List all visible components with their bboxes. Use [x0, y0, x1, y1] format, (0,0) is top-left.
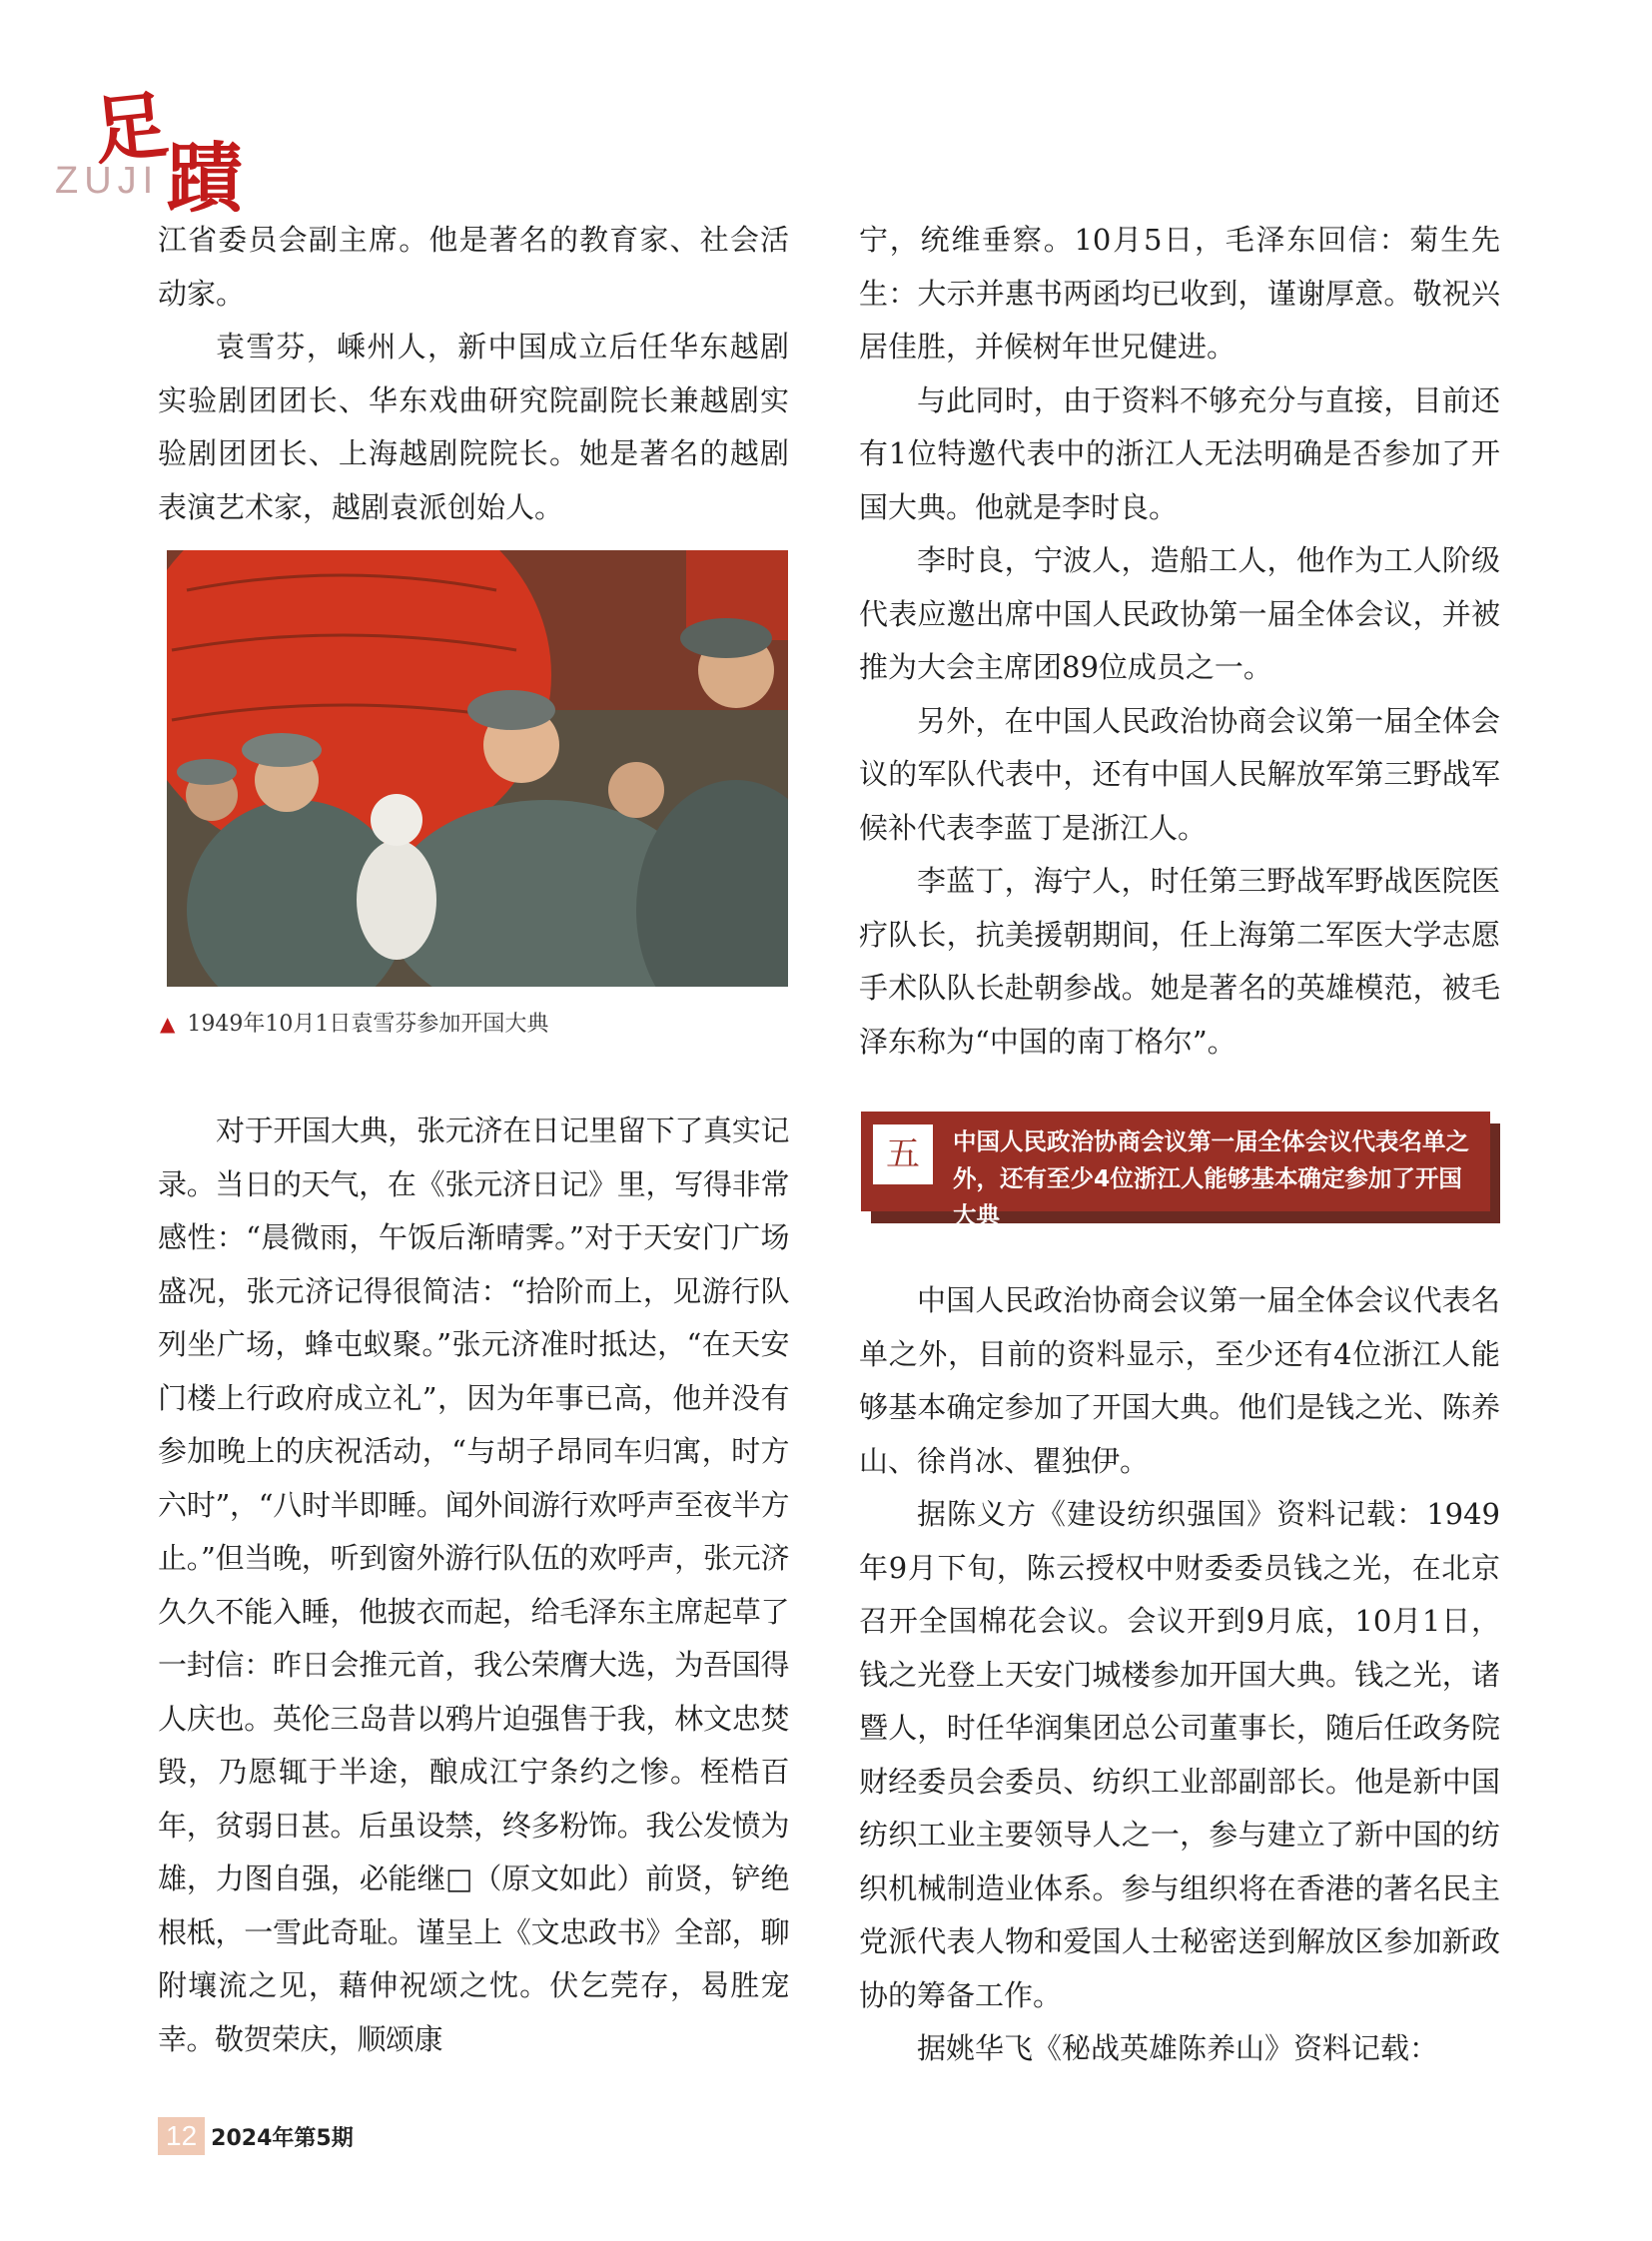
paragraph: 对于开国大典，张元济在日记里留下了真实记录。当日的天气，在《张元济日记》里，写得非常感性：“晨微雨，午饭后渐晴霁。”对于天安门广场盛况，张元济记得很简洁：“拾阶而上，见游行队列坐广场，蜂屯蚁聚。”张元济准时抵达，“在天安门楼上行政府成立礼”，因为年事已高，他并没有参加晚上的庆祝活动，“与胡子昂同车归寓，时方六时”，“八时半即睡。闻外间游行欢呼声至夜半方止。”但当晚，听到窗外游行队伍的欢呼声，张元济久久不能入睡，他披衣而起，给毛泽东主席起草了一封信：昨日会推元首，我公荣膺大选，为吾国得人庆也。英伦三岛昔以鸦片迫强售于我，林文忠焚毁，乃愿辄于半途，酿成江宁条约之惨。桎梏百年，贫弱日甚。后虽设禁，终多粉饰。我公发愤为雄，力图自强，必能继□（原文如此）前贤，铲绝根柢，一雪此奇耻。谨呈上《文忠政书》全部，聊附壤流之见，藉伸祝颂之忱。伏乞莞存，曷胜宠幸。敬贺荣庆，顺颂康 [158, 1114, 789, 2056]
photo-illustration [167, 550, 788, 987]
page-number: 12 [158, 2117, 205, 2155]
masthead-char-2: 蹟 [167, 134, 243, 223]
paragraph: 据陈义方《建设纺织强国》资料记载：1949年9月下旬，陈云授权中财委委员钱之光，在北京召开全国棉花会议。会议开到9月底，10月1日，钱之光登上天安门城楼参加开国大典。钱之光，诸暨人，时任华润集团总公司董事长，随后任政务院财经委员会委员、纺织工业部副部长。他是新中国纺织工业主要领导人之一，参与建立了新中国的纺织机械制造业体系。参与组织将在香港的著名民主党派代表人物和爱国人士秘密送到解放区参加新政协的筹备工作。 [859, 1497, 1500, 2012]
triangle-icon: ▲ [160, 1012, 176, 1036]
paragraph: 江省委员会副主席。他是著名的教育家、社会活动家。 [158, 223, 789, 311]
section-title: 中国人民政治协商会议第一届全体会议代表名单之外，还有至少4位浙江人能够基本确定参加了开国大典 [953, 1127, 1469, 1229]
paragraph: 李蓝丁，海宁人，时任第三野战军野战医院医疗队长，抗美援朝期间，任上海第二军医大学志愿手术队队长赴朝参战。她是著名的英雄模范，被毛泽东称为“中国的南丁格尔”。 [859, 864, 1500, 1059]
section-heading-box [861, 1112, 1490, 1229]
paragraph: 中国人民政治协商会议第一届全体会议代表名单之外，目前的资料显示，至少还有4位浙江人能够基本确定参加了开国大典。他们是钱之光、陈养山、徐肖冰、瞿独伊。 [859, 1283, 1500, 1478]
paragraph: 据姚华飞《秘战英雄陈养山》资料记载： [917, 2031, 1439, 2065]
paragraph: 袁雪芬，嵊州人，新中国成立后任华东越剧实验剧团团长、华东戏曲研究院副院长兼越剧实验剧团团长、上海越剧院院长。她是著名的越剧表演艺术家，越剧袁派创始人。 [158, 330, 789, 524]
page-footer [158, 2117, 354, 2155]
paragraph: 宁，统维垂察。10月5日，毛泽东回信：菊生先生：大示并惠书两函均已收到，谨谢厚意。敬祝兴居佳胜，并候树年世兄健进。 [859, 223, 1500, 364]
masthead-char-1: 足 [89, 82, 172, 176]
issue-label: 2024年第5期 [211, 2125, 354, 2151]
section-heading [861, 1112, 1500, 1229]
photo-caption [160, 1007, 548, 1038]
paragraph: 与此同时，由于资料不够充分与直接，目前还有1位特邀代表中的浙江人无法明确是否参加了开国大典。他就是李时良。 [859, 382, 1500, 524]
left-column-bottom [158, 1105, 789, 2066]
left-column-top [158, 214, 789, 534]
ceremony-photo [167, 550, 788, 987]
right-column-bottom [859, 1274, 1500, 2076]
right-column-top [859, 214, 1500, 1069]
masthead-logo [55, 70, 255, 223]
paragraph: 另外，在中国人民政治协商会议第一届全体会议的军队代表中，还有中国人民解放军第三野战军候补代表李蓝丁是浙江人。 [859, 703, 1500, 845]
paragraph: 李时良，宁波人，造船工人，他作为工人阶级代表应邀出席中国人民政协第一届全体会议，并被推为大会主席团89位成员之一。 [859, 543, 1500, 684]
masthead-latin: ZUJI [55, 160, 160, 202]
section-number: 五 [873, 1124, 933, 1184]
caption-text: 1949年10月1日袁雪芬参加开国大典 [187, 1012, 549, 1037]
